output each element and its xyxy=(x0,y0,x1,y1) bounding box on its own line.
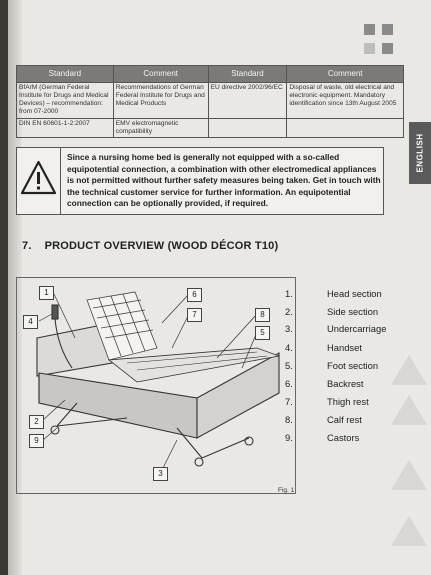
corner-square xyxy=(382,24,393,35)
corner-square xyxy=(364,43,375,54)
section-heading xyxy=(22,240,278,252)
callout-9: 9 xyxy=(29,434,44,448)
bed-illustration xyxy=(17,278,295,493)
table-cell: BfArM (German Federal Institute for Drugs and Medical Devices) – recommendation: from 07-2000 xyxy=(17,83,114,119)
corner-square xyxy=(364,24,375,35)
callout-7: 7 xyxy=(187,308,202,322)
table-cell xyxy=(287,119,404,138)
callout-1: 1 xyxy=(39,286,54,300)
table-cell: Disposal of waste, old electrical and electronic equipment. Mandatory identification since 13th August 2005 xyxy=(287,83,404,119)
section-title: PRODUCT OVERVIEW (WOOD DÉCOR T10) xyxy=(44,240,279,252)
callout-3: 3 xyxy=(153,467,168,481)
language-tab: ENGLISH xyxy=(409,122,431,184)
warning-text: Since a nursing home bed is generally not equipped with a so-called equipotential connection, a combination with other electromedical appliances is not permitted without further safety measures being taken. Get in touch with the technical customer service for further information. An equipotential connection can be optionally provided, if required. xyxy=(67,152,381,209)
section-number: 7. xyxy=(22,240,32,252)
table-cell: EU directive 2002/96/EC xyxy=(208,83,287,119)
faded-warning-icon xyxy=(391,355,427,385)
callout-8: 8 xyxy=(255,308,270,322)
table-header: Standard xyxy=(208,66,287,83)
callout-2: 2 xyxy=(29,415,44,429)
table-cell xyxy=(208,119,287,138)
manual-page: Standard Comment Standard Comment BfArM (German Federal Institute for Drugs and Medical Devices) – recommendation: from 07-2000 Recommendations of German Federal Institute for Drugs and Medical Products EU directive 2002/96/EC Disposal of waste, old electrical and electronic equipment. Mandatory identification since 13th August 2005 DIN EN 60601-1-2:2007 EMV electromagnetic compatibility ENGLISH Since a nursing home bed is generally not equipped with a so-called equipotential connection, a combination with other electromedical appliances is not permitted without further safety measures being taken. Get in touch with the technical customer service for further information. An equipotential connection can be optionally provided, if required. 7. PRODUCT OVERVIEW (WOOD DÉCOR T10) 1 4 6 7 8 5 2 9 3 Fig. 1 1. Head section 2. Side section 3. Undercarriage 4. Handset 5. Foot section 6. Backrest 7. Thigh rest 8. Calf rest 9. Castors xyxy=(8,0,431,575)
callout-4: 4 xyxy=(23,315,38,329)
faded-warning-icon xyxy=(391,395,427,425)
table-cell: DIN EN 60601-1-2:2007 xyxy=(17,119,114,138)
faded-warning-icon xyxy=(391,516,427,546)
table-row xyxy=(17,83,404,119)
product-figure xyxy=(16,277,296,494)
figure-caption: Fig. 1 xyxy=(278,487,295,494)
table-row xyxy=(17,119,404,138)
standards-table xyxy=(16,65,404,138)
table-cell: EMV electromagnetic compatibility xyxy=(113,119,208,138)
table-header: Comment xyxy=(113,66,208,83)
table-header: Standard xyxy=(17,66,114,83)
warning-box xyxy=(16,147,384,215)
table-cell: Recommendations of German Federal Institute for Drugs and Medical Products xyxy=(113,83,208,119)
corner-square xyxy=(382,43,393,54)
table-header: Comment xyxy=(287,66,404,83)
callout-6: 6 xyxy=(187,288,202,302)
faded-warning-icon xyxy=(391,460,427,490)
callout-5: 5 xyxy=(255,326,270,340)
table-header-row xyxy=(17,66,404,83)
warning-triangle-icon xyxy=(17,148,61,214)
